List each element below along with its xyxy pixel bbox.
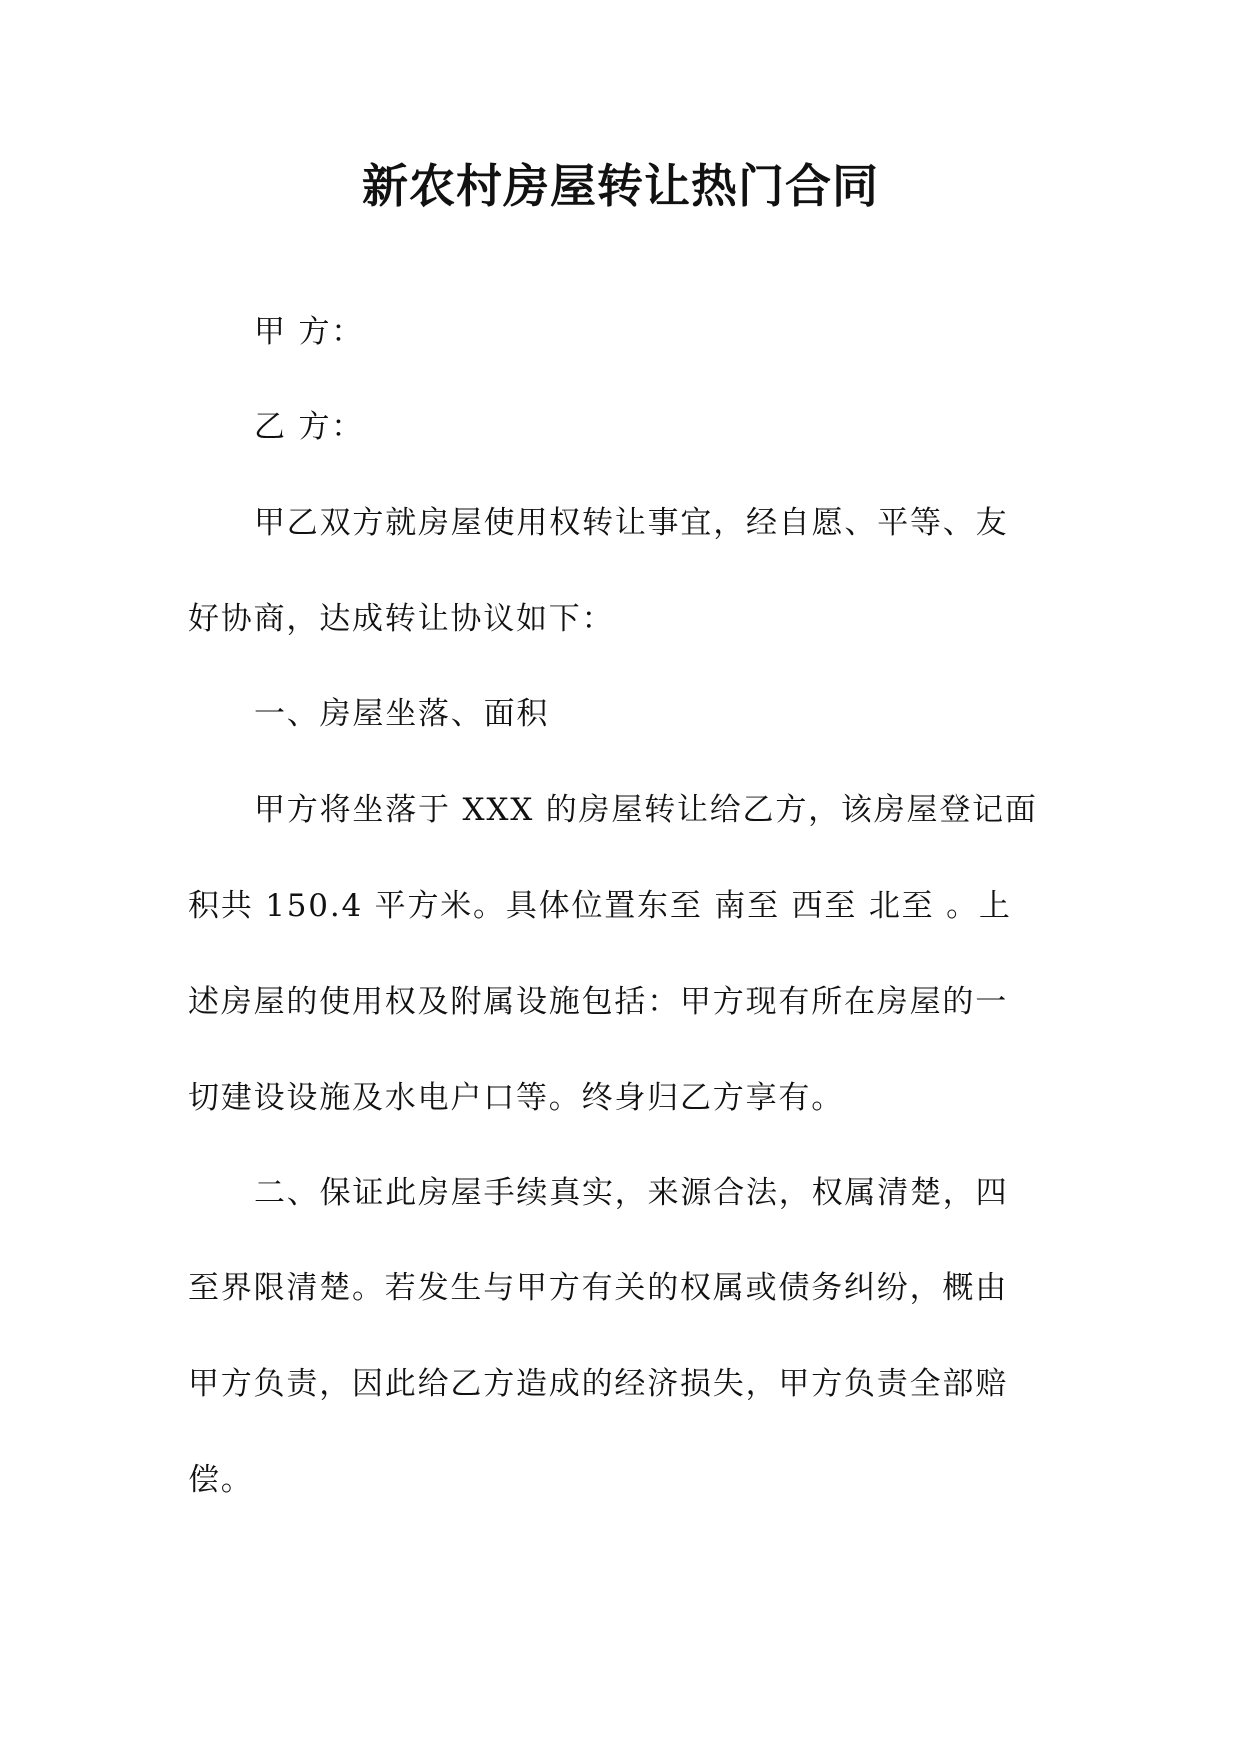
paragraph-line: 切建设设施及水电户口等。终身归乙方享有。 (188, 1080, 844, 1116)
party-a-line: 甲 方： (254, 314, 365, 350)
paragraph-line: 积共 150.4 平方米。具体位置东至 南至 西至 北至 。上 (188, 888, 1012, 924)
paragraph-line: 二、保证此房屋手续真实，来源合法，权属清楚，四 (254, 1175, 1009, 1211)
paragraph-line: 甲方将坐落于 XXX 的房屋转让给乙方，该房屋登记面 (254, 792, 1038, 828)
document-title: 新农村房屋转让热门合同 (362, 159, 879, 213)
paragraph-line: 好协商，达成转让协议如下： (188, 601, 615, 637)
paragraph-line: 偿。 (188, 1462, 254, 1498)
paragraph-line: 述房屋的使用权及附属设施包括：甲方现有所在房屋的一 (188, 984, 1008, 1020)
party-b-line: 乙 方： (254, 409, 365, 445)
paragraph-line: 至界限清楚。若发生与甲方有关的权属或债务纠纷，概由 (188, 1270, 1008, 1306)
paragraph-line: 甲乙双方就房屋使用权转让事宜，经自愿、平等、友 (254, 505, 1009, 541)
section-heading: 一、房屋坐落、面积 (254, 696, 550, 732)
paragraph-line: 甲方负责，因此给乙方造成的经济损失，甲方负责全部赔 (188, 1366, 1008, 1402)
